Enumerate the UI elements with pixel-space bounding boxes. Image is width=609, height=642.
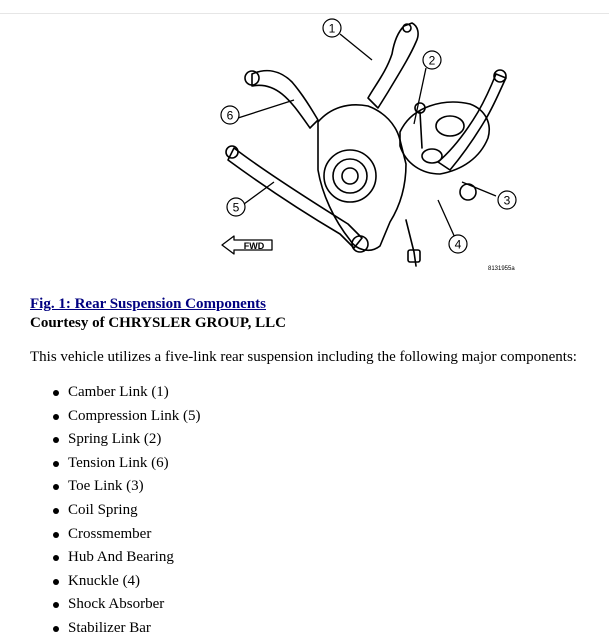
shock-absorber-drawing [420, 112, 422, 148]
list-item: Stabilizer Bar [53, 618, 201, 642]
figure-courtesy: Courtesy of CHRYSLER GROUP, LLC [30, 315, 287, 331]
list-item: Shock Absorber [53, 594, 201, 618]
compression-link-drawing [228, 148, 362, 248]
toe-link-drawing [438, 74, 506, 170]
tension-link-drawing [252, 71, 318, 128]
svg-text:3: 3 [503, 193, 511, 208]
figure-code: 8131955a [488, 266, 515, 272]
callout-4 [449, 235, 467, 253]
callout-5 [227, 198, 245, 216]
camber-link-drawing [368, 23, 418, 108]
callout-6 [221, 106, 239, 124]
svg-text:5: 5 [232, 200, 240, 215]
callout-3 [498, 191, 516, 209]
figure-caption-link[interactable]: Fig. 1: Rear Suspension Components [30, 296, 267, 312]
svg-text:6: 6 [226, 108, 234, 123]
rear-suspension-figure [200, 14, 530, 276]
components-list [53, 382, 201, 642]
list-item: Hub And Bearing [53, 547, 201, 571]
svg-text:1: 1 [328, 21, 336, 36]
fwd-arrow-icon [222, 236, 272, 254]
list-item: Knuckle (4) [53, 571, 201, 595]
list-item: Coil Spring [53, 500, 201, 524]
svg-text:2: 2 [428, 53, 436, 68]
callout-1 [323, 19, 341, 37]
list-item: Crossmember [53, 524, 201, 548]
list-item: Tension Link (6) [53, 453, 201, 477]
list-item: Camber Link (1) [53, 382, 201, 406]
callout-2 [423, 51, 441, 69]
spring-link-drawing [400, 102, 489, 174]
list-item: Spring Link (2) [53, 429, 201, 453]
svg-text:FWD: FWD [243, 241, 265, 251]
svg-text:4: 4 [454, 237, 462, 252]
list-item: Compression Link (5) [53, 406, 201, 430]
intro-paragraph: This vehicle utilizes a five-link rear suspension including the following major components: [30, 349, 577, 365]
figure-caption [30, 295, 266, 313]
list-item: Toe Link (3) [53, 476, 201, 500]
